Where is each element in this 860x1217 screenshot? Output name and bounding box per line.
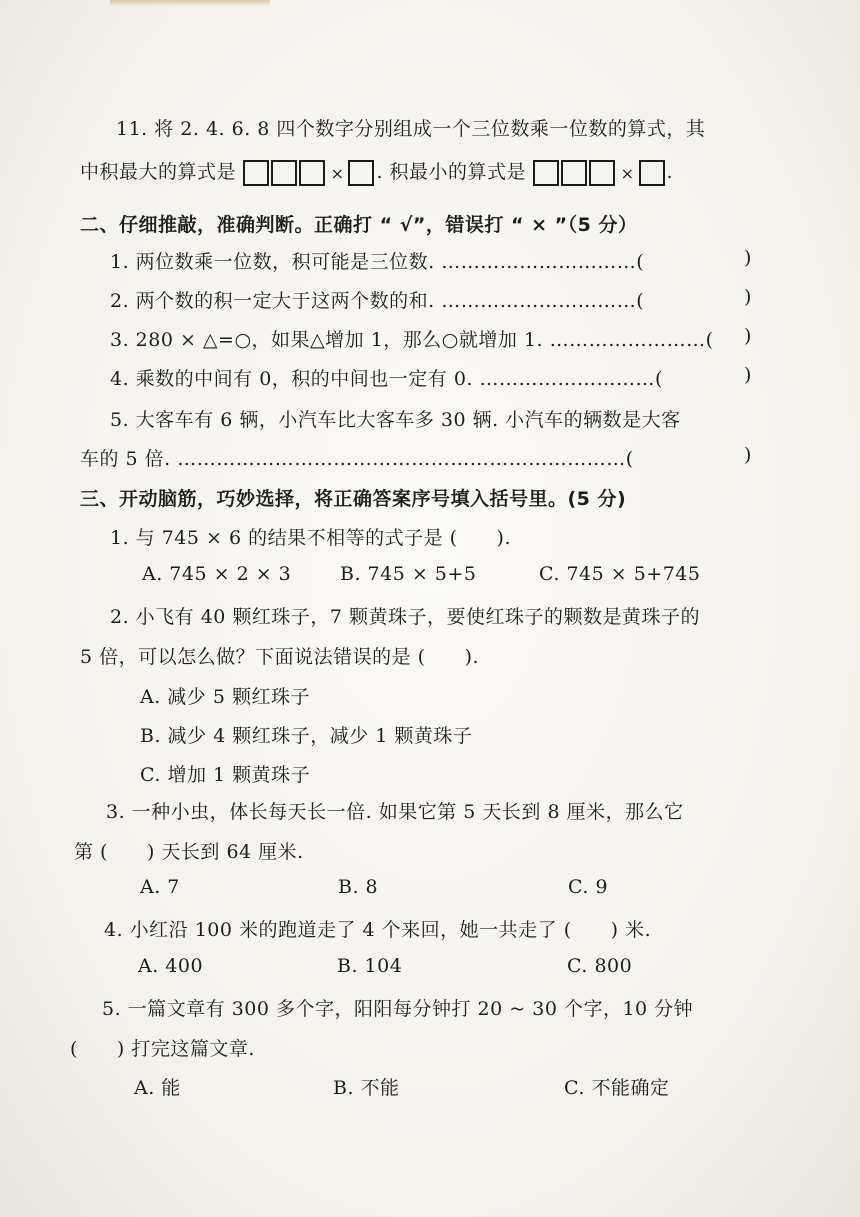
- answer-box[interactable]: [271, 160, 297, 186]
- times-sign: ×: [330, 163, 345, 183]
- section3-heading: 三、开动脑筋，巧妙选择，将正确答案序号填入括号里。(5 分): [80, 488, 627, 510]
- judge-item-5-line1: 5. 大客车有 6 辆，小汽车比大客车多 30 辆. 小汽车的辆数是大客: [110, 409, 681, 431]
- answer-paren[interactable]: ): [744, 286, 752, 308]
- answer-box[interactable]: [533, 160, 559, 186]
- choice-q3-option-b[interactable]: B. 8: [338, 876, 379, 898]
- q11-end: .: [666, 161, 674, 183]
- answer-box[interactable]: [639, 160, 665, 186]
- choice-q1-option-a[interactable]: A. 745 × 2 × 3: [142, 563, 292, 585]
- choice-q4-stem: 4. 小红沿 100 米的跑道走了 4 个来回，她一共走了 ( ) 米.: [104, 919, 652, 941]
- answer-paren[interactable]: ): [744, 247, 752, 269]
- choice-q4-option-c[interactable]: C. 800: [567, 955, 633, 977]
- choice-q3-stem-line2: 第 ( ) 天长到 64 厘米.: [74, 841, 304, 863]
- answer-paren[interactable]: ): [744, 364, 752, 386]
- scan-shadow: [110, 0, 270, 6]
- judge-item-1: 1. 两位数乘一位数，积可能是三位数. …………………………(: [110, 251, 645, 273]
- choice-q5-option-b[interactable]: B. 不能: [333, 1077, 400, 1099]
- choice-q5-stem-line2: ( ) 打完这篇文章.: [70, 1038, 255, 1060]
- choice-q5-option-a[interactable]: A. 能: [134, 1077, 181, 1099]
- q11-line1: 11. 将 2. 4. 6. 8 四个数字分别组成一个三位数乘一位数的算式，其: [116, 118, 706, 140]
- answer-paren[interactable]: ): [744, 444, 752, 466]
- choice-q4-option-a[interactable]: A. 400: [138, 955, 204, 977]
- judge-item-5-line2: 车的 5 倍. ……………………………………………………………(: [80, 448, 634, 470]
- choice-q3-option-c[interactable]: C. 9: [568, 876, 609, 898]
- choice-q1-option-b[interactable]: B. 745 × 5+5: [340, 563, 477, 585]
- choice-q2-option-c[interactable]: C. 增加 1 颗黄珠子: [140, 764, 311, 786]
- choice-q2-option-b[interactable]: B. 减少 4 颗红珠子，减少 1 颗黄珠子: [140, 725, 473, 747]
- choice-q1-option-c[interactable]: C. 745 × 5+745: [539, 563, 701, 585]
- answer-paren[interactable]: ): [744, 325, 752, 347]
- answer-box[interactable]: [348, 160, 374, 186]
- judge-item-3: 3. 280 × △=○，如果△增加 1，那么○就增加 1. ……………………(: [110, 329, 714, 351]
- choice-q4-option-b[interactable]: B. 104: [337, 955, 403, 977]
- choice-q5-stem-line1: 5. 一篇文章有 300 多个字，阳阳每分钟打 20 ~ 30 个字，10 分钟: [102, 998, 694, 1020]
- choice-q2-stem-line2: 5 倍，可以怎么做？下面说法错误的是 ( ).: [80, 646, 480, 668]
- answer-box[interactable]: [589, 160, 615, 186]
- judge-item-4: 4. 乘数的中间有 0，积的中间也一定有 0. ………………………(: [110, 368, 663, 390]
- q11-text-b: . 积最小的算式是: [376, 161, 527, 183]
- choice-q3-option-a[interactable]: A. 7: [140, 876, 180, 898]
- choice-q1-stem: 1. 与 745 × 6 的结果不相等的式子是 ( ).: [110, 527, 512, 549]
- section2-heading: 二、仔细推敲，准确判断。正确打 “ √”，错误打 “ × ”（5 分）: [80, 214, 638, 236]
- choice-q3-stem-line1: 3. 一种小虫，体长每天长一倍. 如果它第 5 天长到 8 厘米，那么它: [106, 801, 684, 823]
- answer-box[interactable]: [561, 160, 587, 186]
- choice-q2-stem-line1: 2. 小飞有 40 颗红珠子，7 颗黄珠子，要使红珠子的颗数是黄珠子的: [110, 606, 701, 628]
- answer-box[interactable]: [243, 160, 269, 186]
- q11-line2: [80, 157, 673, 186]
- answer-box[interactable]: [299, 160, 325, 186]
- times-sign: ×: [620, 163, 635, 183]
- judge-item-2: 2. 两个数的积一定大于这两个数的和. …………………………(: [110, 290, 645, 312]
- q11-text-a: 中积最大的算式是: [80, 161, 237, 183]
- choice-q2-option-a[interactable]: A. 减少 5 颗红珠子: [140, 686, 310, 708]
- choice-q5-option-c[interactable]: C. 不能确定: [564, 1077, 670, 1099]
